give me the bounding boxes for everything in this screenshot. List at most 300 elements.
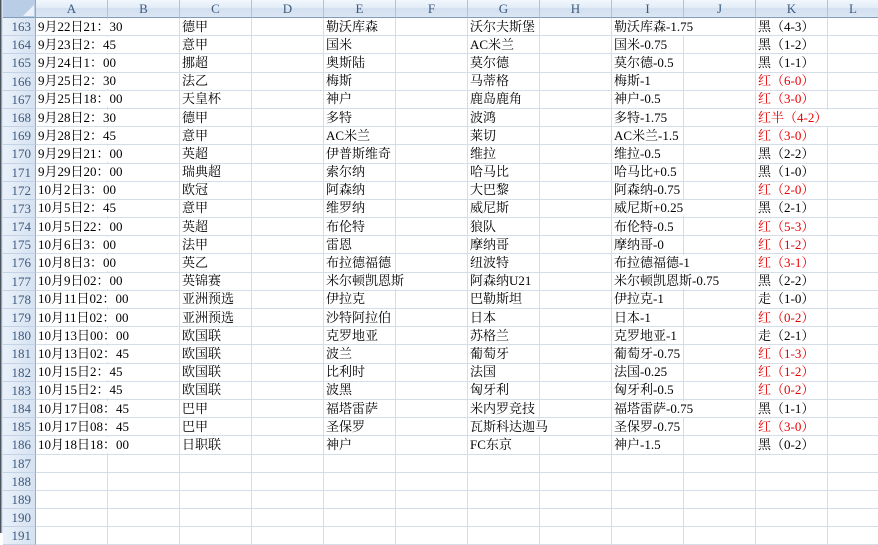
- cell-J165[interactable]: [684, 54, 756, 72]
- cell-I171[interactable]: [612, 164, 684, 182]
- cell-I187[interactable]: [612, 455, 684, 473]
- cell-F181[interactable]: [396, 345, 468, 363]
- cell-K172[interactable]: [756, 182, 828, 200]
- cell-K177[interactable]: [756, 273, 828, 291]
- cell-L184[interactable]: [828, 400, 878, 418]
- cell-E183[interactable]: [324, 382, 396, 400]
- cell-C186[interactable]: [180, 436, 252, 454]
- cell-C164[interactable]: [180, 36, 252, 54]
- cell-L187[interactable]: [828, 455, 878, 473]
- row-header-163[interactable]: 163: [3, 18, 36, 36]
- cell-A174[interactable]: [36, 218, 123, 236]
- cell-H163[interactable]: [540, 18, 612, 36]
- cell-J175[interactable]: [684, 236, 756, 254]
- cell-F168[interactable]: [396, 109, 468, 127]
- row-header-176[interactable]: 176: [3, 254, 36, 272]
- cell-J163[interactable]: [684, 18, 756, 36]
- cell-E186[interactable]: [324, 436, 396, 454]
- cell-D182[interactable]: [252, 364, 324, 382]
- cell-I168[interactable]: [612, 109, 684, 127]
- cell-L168[interactable]: [828, 109, 878, 127]
- cell-A171[interactable]: [36, 164, 123, 182]
- cell-C185[interactable]: [180, 418, 252, 436]
- cell-I170[interactable]: [612, 145, 684, 163]
- row-header-185[interactable]: 185: [3, 418, 36, 436]
- cell-K186[interactable]: [756, 436, 828, 454]
- cell-K188[interactable]: [756, 473, 828, 491]
- cell-E166[interactable]: [324, 73, 396, 91]
- cell-I174[interactable]: [612, 218, 684, 236]
- cell-B191[interactable]: [108, 527, 180, 545]
- cell-K171[interactable]: [756, 164, 828, 182]
- cell-G165[interactable]: [468, 54, 540, 72]
- cell-H179[interactable]: [540, 309, 612, 327]
- cell-H166[interactable]: [540, 73, 612, 91]
- cell-D183[interactable]: [252, 382, 324, 400]
- cell-D163[interactable]: [252, 18, 324, 36]
- cell-D171[interactable]: [252, 164, 324, 182]
- cell-G174[interactable]: [468, 218, 540, 236]
- cell-H174[interactable]: [540, 218, 612, 236]
- cell-B190[interactable]: [108, 509, 180, 527]
- cell-L173[interactable]: [828, 200, 878, 218]
- cell-I177[interactable]: [612, 273, 720, 291]
- cell-B168[interactable]: [108, 109, 180, 127]
- cell-D168[interactable]: [252, 109, 324, 127]
- cell-G182[interactable]: [468, 364, 540, 382]
- cell-I188[interactable]: [612, 473, 684, 491]
- cell-I169[interactable]: [612, 127, 684, 145]
- cell-A182[interactable]: [36, 364, 123, 382]
- cell-A172[interactable]: [36, 182, 117, 200]
- column-header-L[interactable]: L: [828, 0, 878, 18]
- cell-B166[interactable]: [108, 73, 180, 91]
- cell-G168[interactable]: [468, 109, 540, 127]
- cell-I180[interactable]: [612, 327, 684, 345]
- cell-D172[interactable]: [252, 182, 324, 200]
- cell-C176[interactable]: [180, 254, 252, 272]
- column-header-D[interactable]: D: [252, 0, 324, 18]
- cell-K182[interactable]: [756, 364, 828, 382]
- cell-G173[interactable]: [468, 200, 540, 218]
- cell-A181[interactable]: [36, 345, 130, 363]
- cell-F173[interactable]: [396, 200, 468, 218]
- cell-L190[interactable]: [828, 509, 878, 527]
- row-header-180[interactable]: 180: [3, 327, 36, 345]
- cell-I163[interactable]: [612, 18, 694, 36]
- cell-D167[interactable]: [252, 91, 324, 109]
- cell-F172[interactable]: [396, 182, 468, 200]
- cell-J185[interactable]: [684, 418, 756, 436]
- cell-D164[interactable]: [252, 36, 324, 54]
- row-header-187[interactable]: 187: [3, 455, 36, 473]
- cell-G188[interactable]: [468, 473, 540, 491]
- cell-A165[interactable]: [36, 54, 117, 72]
- cell-C187[interactable]: [180, 455, 252, 473]
- cell-K190[interactable]: [756, 509, 828, 527]
- cell-F179[interactable]: [396, 309, 468, 327]
- cell-J179[interactable]: [684, 309, 756, 327]
- cell-J184[interactable]: [684, 400, 756, 418]
- cell-G166[interactable]: [468, 73, 540, 91]
- row-header-171[interactable]: 171: [3, 164, 36, 182]
- cell-K187[interactable]: [756, 455, 828, 473]
- cell-H165[interactable]: [540, 54, 612, 72]
- cell-E163[interactable]: [324, 18, 396, 36]
- cell-I184[interactable]: [612, 400, 694, 418]
- cell-L171[interactable]: [828, 164, 878, 182]
- cell-C172[interactable]: [180, 182, 252, 200]
- cell-H168[interactable]: [540, 109, 612, 127]
- cell-B172[interactable]: [108, 182, 180, 200]
- cell-G163[interactable]: [468, 18, 540, 36]
- cell-D179[interactable]: [252, 309, 324, 327]
- cell-H184[interactable]: [540, 400, 612, 418]
- cell-F188[interactable]: [396, 473, 468, 491]
- cell-E173[interactable]: [324, 200, 396, 218]
- cell-I191[interactable]: [612, 527, 684, 545]
- cell-K183[interactable]: [756, 382, 828, 400]
- cell-H171[interactable]: [540, 164, 612, 182]
- cell-H180[interactable]: [540, 327, 612, 345]
- cell-E164[interactable]: [324, 36, 396, 54]
- cell-H175[interactable]: [540, 236, 612, 254]
- cell-K165[interactable]: [756, 54, 828, 72]
- cell-I175[interactable]: [612, 236, 684, 254]
- cell-L178[interactable]: [828, 291, 878, 309]
- cell-D169[interactable]: [252, 127, 324, 145]
- cell-H187[interactable]: [540, 455, 612, 473]
- cell-K163[interactable]: [756, 18, 828, 36]
- cell-I164[interactable]: [612, 36, 684, 54]
- cell-J174[interactable]: [684, 218, 756, 236]
- cell-C188[interactable]: [180, 473, 252, 491]
- cell-J188[interactable]: [684, 473, 756, 491]
- cell-J171[interactable]: [684, 164, 756, 182]
- cell-H190[interactable]: [540, 509, 612, 527]
- cell-B187[interactable]: [108, 455, 180, 473]
- cell-C170[interactable]: [180, 145, 252, 163]
- cell-D187[interactable]: [252, 455, 324, 473]
- cell-B188[interactable]: [108, 473, 180, 491]
- column-header-I[interactable]: I: [612, 0, 684, 18]
- cell-B175[interactable]: [108, 236, 180, 254]
- cell-A188[interactable]: [36, 473, 108, 491]
- column-header-E[interactable]: E: [324, 0, 396, 18]
- cell-L172[interactable]: [828, 182, 878, 200]
- cell-H186[interactable]: [540, 436, 612, 454]
- cell-L186[interactable]: [828, 436, 878, 454]
- cell-K189[interactable]: [756, 491, 828, 509]
- cell-A183[interactable]: [36, 382, 123, 400]
- row-header-167[interactable]: 167: [3, 91, 36, 109]
- cell-I185[interactable]: [612, 418, 684, 436]
- cell-B164[interactable]: [108, 36, 180, 54]
- cell-L179[interactable]: [828, 309, 878, 327]
- cell-C189[interactable]: [180, 491, 252, 509]
- cell-F190[interactable]: [396, 509, 468, 527]
- cell-F163[interactable]: [396, 18, 468, 36]
- cell-D188[interactable]: [252, 473, 324, 491]
- cell-K191[interactable]: [756, 527, 828, 545]
- cell-L174[interactable]: [828, 218, 878, 236]
- cell-D170[interactable]: [252, 145, 324, 163]
- column-header-K[interactable]: K: [756, 0, 828, 18]
- cell-D178[interactable]: [252, 291, 324, 309]
- cell-A178[interactable]: [36, 291, 129, 309]
- cell-H170[interactable]: [540, 145, 612, 163]
- cell-D175[interactable]: [252, 236, 324, 254]
- cell-I190[interactable]: [612, 509, 684, 527]
- cell-C190[interactable]: [180, 509, 252, 527]
- cell-F186[interactable]: [396, 436, 468, 454]
- cell-H172[interactable]: [540, 182, 612, 200]
- cell-L177[interactable]: [828, 273, 878, 291]
- cell-L182[interactable]: [828, 364, 878, 382]
- cell-K180[interactable]: [756, 327, 828, 345]
- cell-E180[interactable]: [324, 327, 396, 345]
- column-header-C[interactable]: C: [180, 0, 252, 18]
- cell-F171[interactable]: [396, 164, 468, 182]
- cell-H176[interactable]: [540, 254, 612, 272]
- column-header-B[interactable]: B: [108, 0, 180, 18]
- cell-I176[interactable]: [612, 254, 690, 272]
- cell-A170[interactable]: [36, 145, 123, 163]
- row-header-188[interactable]: 188: [3, 473, 36, 491]
- cell-H185[interactable]: [540, 418, 612, 436]
- cell-J168[interactable]: [684, 109, 756, 127]
- cell-D191[interactable]: [252, 527, 324, 545]
- cell-G185[interactable]: [468, 418, 549, 436]
- cell-K173[interactable]: [756, 200, 828, 218]
- cell-H177[interactable]: [540, 273, 612, 291]
- cell-G180[interactable]: [468, 327, 540, 345]
- cell-F166[interactable]: [396, 73, 468, 91]
- cell-E178[interactable]: [324, 291, 396, 309]
- cell-A166[interactable]: [36, 73, 117, 91]
- cell-D186[interactable]: [252, 436, 324, 454]
- cell-E169[interactable]: [324, 127, 396, 145]
- cell-K179[interactable]: [756, 309, 828, 327]
- cell-C168[interactable]: [180, 109, 252, 127]
- cell-H188[interactable]: [540, 473, 612, 491]
- cell-K167[interactable]: [756, 91, 828, 109]
- cell-H183[interactable]: [540, 382, 612, 400]
- cell-B189[interactable]: [108, 491, 180, 509]
- cell-E165[interactable]: [324, 54, 396, 72]
- cell-K166[interactable]: [756, 73, 828, 91]
- cell-C183[interactable]: [180, 382, 252, 400]
- cell-J182[interactable]: [684, 364, 756, 382]
- cell-A163[interactable]: [36, 18, 123, 36]
- cell-K176[interactable]: [756, 254, 828, 272]
- cell-L167[interactable]: [828, 91, 878, 109]
- cell-E179[interactable]: [324, 309, 396, 327]
- row-header-173[interactable]: 173: [3, 200, 36, 218]
- cell-A175[interactable]: [36, 236, 117, 254]
- cell-F177[interactable]: [396, 273, 468, 291]
- cell-G187[interactable]: [468, 455, 540, 473]
- cell-C166[interactable]: [180, 73, 252, 91]
- cell-E174[interactable]: [324, 218, 396, 236]
- cell-K178[interactable]: [756, 291, 828, 309]
- cell-I172[interactable]: [612, 182, 684, 200]
- cell-J173[interactable]: [684, 200, 756, 218]
- cell-G175[interactable]: [468, 236, 540, 254]
- row-header-177[interactable]: 177: [3, 273, 36, 291]
- cell-J166[interactable]: [684, 73, 756, 91]
- cell-F187[interactable]: [396, 455, 468, 473]
- cell-L166[interactable]: [828, 73, 878, 91]
- cell-I181[interactable]: [612, 345, 684, 363]
- cell-F189[interactable]: [396, 491, 468, 509]
- cell-K184[interactable]: [756, 400, 828, 418]
- row-header-190[interactable]: 190: [3, 509, 36, 527]
- cell-E188[interactable]: [324, 473, 396, 491]
- cell-C182[interactable]: [180, 364, 252, 382]
- cell-L176[interactable]: [828, 254, 878, 272]
- cell-A179[interactable]: [36, 309, 129, 327]
- cell-A191[interactable]: [36, 527, 108, 545]
- row-header-168[interactable]: 168: [3, 109, 36, 127]
- cell-G169[interactable]: [468, 127, 540, 145]
- row-header-183[interactable]: 183: [3, 382, 36, 400]
- cell-K181[interactable]: [756, 345, 828, 363]
- column-header-H[interactable]: H: [540, 0, 612, 18]
- cell-J186[interactable]: [684, 436, 756, 454]
- cell-H189[interactable]: [540, 491, 612, 509]
- cell-G172[interactable]: [468, 182, 540, 200]
- cell-A168[interactable]: [36, 109, 117, 127]
- cell-A189[interactable]: [36, 491, 108, 509]
- cell-D173[interactable]: [252, 200, 324, 218]
- cell-G191[interactable]: [468, 527, 540, 545]
- cell-G177[interactable]: [468, 273, 540, 291]
- cell-A185[interactable]: [36, 418, 130, 436]
- cell-F180[interactable]: [396, 327, 468, 345]
- row-header-191[interactable]: 191: [3, 527, 36, 545]
- cell-F170[interactable]: [396, 145, 468, 163]
- cell-C179[interactable]: [180, 309, 252, 327]
- cell-D180[interactable]: [252, 327, 324, 345]
- cell-A173[interactable]: [36, 200, 117, 218]
- cell-G164[interactable]: [468, 36, 540, 54]
- cell-G184[interactable]: [468, 400, 540, 418]
- cell-J178[interactable]: [684, 291, 756, 309]
- cell-J190[interactable]: [684, 509, 756, 527]
- cell-C173[interactable]: [180, 200, 252, 218]
- cell-J164[interactable]: [684, 36, 756, 54]
- cell-E191[interactable]: [324, 527, 396, 545]
- cell-K175[interactable]: [756, 236, 828, 254]
- cell-G170[interactable]: [468, 145, 540, 163]
- cell-H173[interactable]: [540, 200, 612, 218]
- cell-G181[interactable]: [468, 345, 540, 363]
- cell-L181[interactable]: [828, 345, 878, 363]
- cell-E175[interactable]: [324, 236, 396, 254]
- row-header-184[interactable]: 184: [3, 400, 36, 418]
- row-header-182[interactable]: 182: [3, 364, 36, 382]
- cell-F174[interactable]: [396, 218, 468, 236]
- cell-G167[interactable]: [468, 91, 540, 109]
- cell-G176[interactable]: [468, 254, 540, 272]
- cell-E171[interactable]: [324, 164, 396, 182]
- cell-I165[interactable]: [612, 54, 684, 72]
- cell-J189[interactable]: [684, 491, 756, 509]
- cell-C180[interactable]: [180, 327, 252, 345]
- cell-D184[interactable]: [252, 400, 324, 418]
- cell-E176[interactable]: [324, 254, 396, 272]
- cell-I179[interactable]: [612, 309, 684, 327]
- cell-L175[interactable]: [828, 236, 878, 254]
- cell-F182[interactable]: [396, 364, 468, 382]
- row-header-164[interactable]: 164: [3, 36, 36, 54]
- cell-C177[interactable]: [180, 273, 252, 291]
- cell-I166[interactable]: [612, 73, 684, 91]
- cell-E177[interactable]: [324, 273, 405, 291]
- cell-L163[interactable]: [828, 18, 878, 36]
- cell-J187[interactable]: [684, 455, 756, 473]
- cell-L169[interactable]: [828, 127, 878, 145]
- cell-I186[interactable]: [612, 436, 684, 454]
- cell-A187[interactable]: [36, 455, 108, 473]
- cell-A169[interactable]: [36, 127, 117, 145]
- row-header-181[interactable]: 181: [3, 345, 36, 363]
- cell-C165[interactable]: [180, 54, 252, 72]
- column-header-F[interactable]: F: [396, 0, 468, 18]
- cell-B169[interactable]: [108, 127, 180, 145]
- cell-F169[interactable]: [396, 127, 468, 145]
- cell-A190[interactable]: [36, 509, 108, 527]
- cell-J191[interactable]: [684, 527, 756, 545]
- cell-C175[interactable]: [180, 236, 252, 254]
- cell-E189[interactable]: [324, 491, 396, 509]
- cell-G179[interactable]: [468, 309, 540, 327]
- row-header-189[interactable]: 189: [3, 491, 36, 509]
- cell-L191[interactable]: [828, 527, 878, 545]
- cell-C169[interactable]: [180, 127, 252, 145]
- cell-C171[interactable]: [180, 164, 252, 182]
- cell-C174[interactable]: [180, 218, 252, 236]
- cell-L183[interactable]: [828, 382, 878, 400]
- cell-F185[interactable]: [396, 418, 468, 436]
- cell-G190[interactable]: [468, 509, 540, 527]
- cell-F178[interactable]: [396, 291, 468, 309]
- cell-K164[interactable]: [756, 36, 828, 54]
- cell-D165[interactable]: [252, 54, 324, 72]
- row-header-175[interactable]: 175: [3, 236, 36, 254]
- column-header-G[interactable]: G: [468, 0, 540, 18]
- cell-E182[interactable]: [324, 364, 396, 382]
- cell-G178[interactable]: [468, 291, 540, 309]
- row-header-178[interactable]: 178: [3, 291, 36, 309]
- row-header-179[interactable]: 179: [3, 309, 36, 327]
- cell-A184[interactable]: [36, 400, 130, 418]
- cell-B176[interactable]: [108, 254, 180, 272]
- cell-C184[interactable]: [180, 400, 252, 418]
- cell-D181[interactable]: [252, 345, 324, 363]
- cell-G171[interactable]: [468, 164, 540, 182]
- select-all-corner[interactable]: [3, 0, 36, 18]
- cell-I189[interactable]: [612, 491, 684, 509]
- cell-L170[interactable]: [828, 145, 878, 163]
- cell-D189[interactable]: [252, 491, 324, 509]
- cell-J172[interactable]: [684, 182, 756, 200]
- cell-F191[interactable]: [396, 527, 468, 545]
- cell-G183[interactable]: [468, 382, 540, 400]
- row-header-165[interactable]: 165: [3, 54, 36, 72]
- cell-E185[interactable]: [324, 418, 396, 436]
